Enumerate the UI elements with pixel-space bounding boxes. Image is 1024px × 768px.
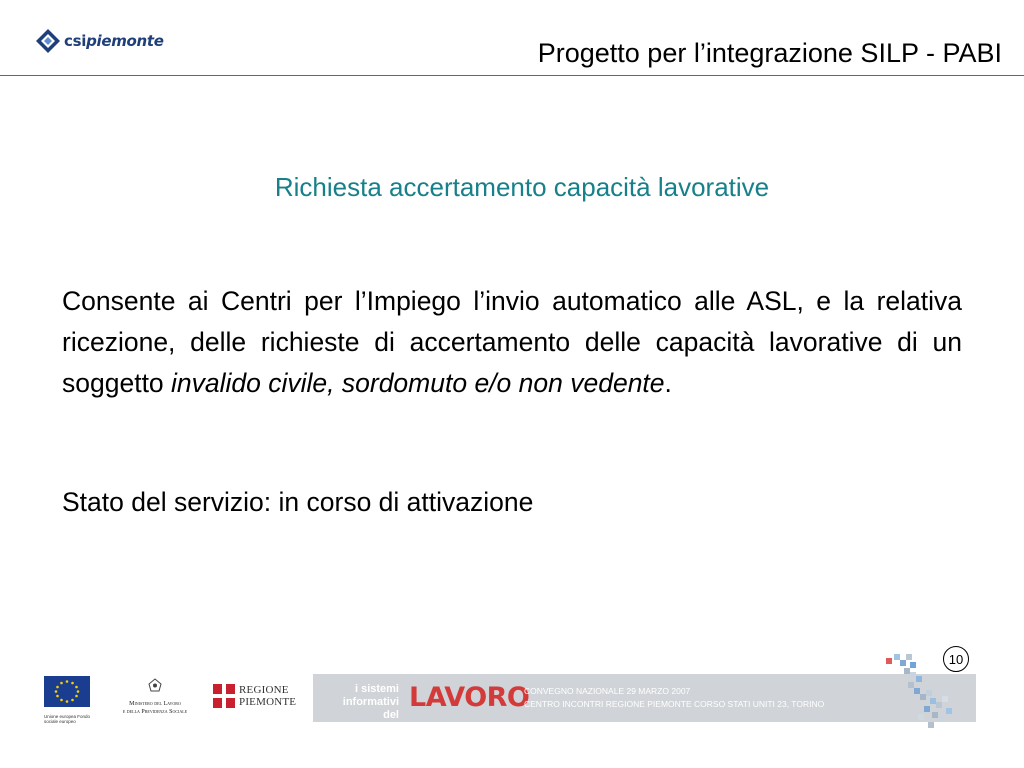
service-status: Stato del servizio: in corso di attivazione xyxy=(62,487,534,517)
logo-piemonte-text: piemonte xyxy=(86,32,164,50)
regione-line-2: PIEMONTE xyxy=(239,696,297,708)
eu-caption: Unione europea Fondo sociale europeo xyxy=(44,714,91,724)
slide-subtitle: Richiesta accertamento capacità lavorative xyxy=(274,172,770,202)
banner-lavoro-text: LAVORO xyxy=(409,682,530,713)
eu-flag-icon xyxy=(44,676,90,707)
header-divider xyxy=(0,75,1024,76)
banner-event-line-2: CENTRO INCONTRI REGIONE PIEMONTE CORSO STATI UNITI 23, TORINO xyxy=(524,699,825,709)
ministry-line-2: e della Previdenza Sociale xyxy=(122,709,188,715)
regione-shield-icon xyxy=(213,684,235,708)
logo-csi-text: csi xyxy=(64,32,87,50)
header-title: Progetto per l’integrazione SILP - PABI xyxy=(537,38,1002,68)
eu-logo xyxy=(44,676,104,724)
csi-diamond-icon xyxy=(34,27,62,55)
body-paragraph xyxy=(62,281,962,404)
event-banner xyxy=(313,674,976,722)
republic-emblem-icon xyxy=(147,678,163,692)
pixel-map-icon xyxy=(880,650,976,734)
body-italic-text: invalido civile, sordomuto e/o non vedente xyxy=(171,368,665,398)
regione-line-1: REGIONE xyxy=(239,684,289,696)
page-number: 10 xyxy=(943,646,969,672)
ministry-logo xyxy=(116,678,194,716)
body-end-text: . xyxy=(664,368,672,398)
banner-sistemi-text xyxy=(327,683,399,722)
csi-piemonte-logo xyxy=(34,26,164,56)
regione-piemonte-logo xyxy=(213,684,296,708)
banner-sistemi-line-2: informativi del xyxy=(342,696,399,721)
body-text: Consente ai Centri per l’Impiego l’invio automatico alle ASL, e la relativa ricezione, delle richieste di accertamento delle capacità lavorative di un soggetto xyxy=(62,286,962,398)
banner-event-line-1: CONVEGNO NAZIONALE 29 MARZO 2007 xyxy=(524,686,691,696)
banner-sistemi-line-1: i sistemi xyxy=(354,683,399,695)
ministry-line-1: Ministero del Lavoro xyxy=(129,701,181,707)
